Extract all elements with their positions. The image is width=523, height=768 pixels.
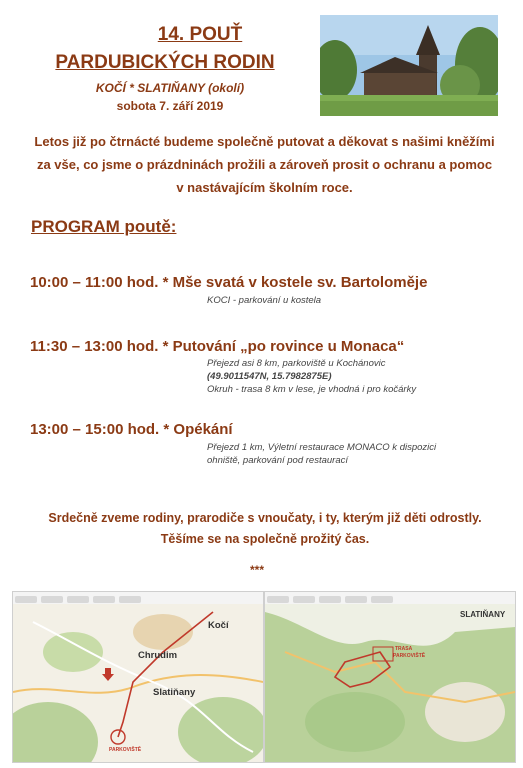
map-label-slatinany: SLATIŇANY [460,610,506,619]
map-label-koci: Kočí [208,620,229,631]
program-item-3-detail-2: ohniště, parkování pod restaurací [207,455,349,466]
program-item-3-title: 13:00 – 15:00 hod. * Opékání [30,421,233,438]
program-item-2-detail-3: Okruh - trasa 8 km v lese, je vhodná i pro kočárky [207,384,417,395]
program-item-1-title: 10:00 – 11:00 hod. * Mše svatá v kostele sv. Bartoloměje [30,274,428,291]
church-photo [320,15,498,116]
program-heading: PROGRAM poutě: [31,217,177,236]
map-label-slatinany: Slatiňany [153,687,196,698]
map-koci-chrudim [12,591,264,763]
program-item-2-detail-2: (49.9011547N, 15.7982875E) [207,371,332,382]
subtitle: KOČÍ * SLATIŇANY (okolí) [95,81,245,95]
map-label-parking: PARKOVIŠTĚ [109,747,142,753]
closing-text: Srdečně zveme rodiny, prarodiče s vnoučaty, i ty, kterým již děti odrostly. Těšíme se na společně prožitý čas. [48,511,482,546]
program-item-2-detail-1: Přejezd asi 8 km, parkoviště u Kochánovic [207,358,386,369]
map-label-parking: PARKOVIŠTĚ [393,653,426,659]
map-trail-route [264,591,516,763]
event-date: sobota 7. září 2019 [116,99,224,113]
program-item-3-detail-1: Přejezd 1 km, Výletní restaurace MONACO k dispozici [207,442,437,453]
program-item-2-title: 11:30 – 13:00 hod. * Putování „po rovince u Monaca“ [30,338,405,355]
separator-stars: *** [250,563,265,577]
title-line-1: 14. POUŤ [157,24,243,45]
map-label-chrudim: Chrudim [138,650,178,661]
program-item-1-detail-1: KOCI - parkování u kostela [207,295,322,306]
intro-text: Letos již po čtrnácté budeme společně putovat a děkovat s našimi kněžími za vše, co jsme o prázdninách prožili a zároveň prosit o ochranu a pomoc v nastávajícím školním roce. [34,134,495,195]
title-line-2: PARDUBICKÝCH RODIN [55,52,275,73]
map-label-trasa: TRASA [395,646,413,652]
